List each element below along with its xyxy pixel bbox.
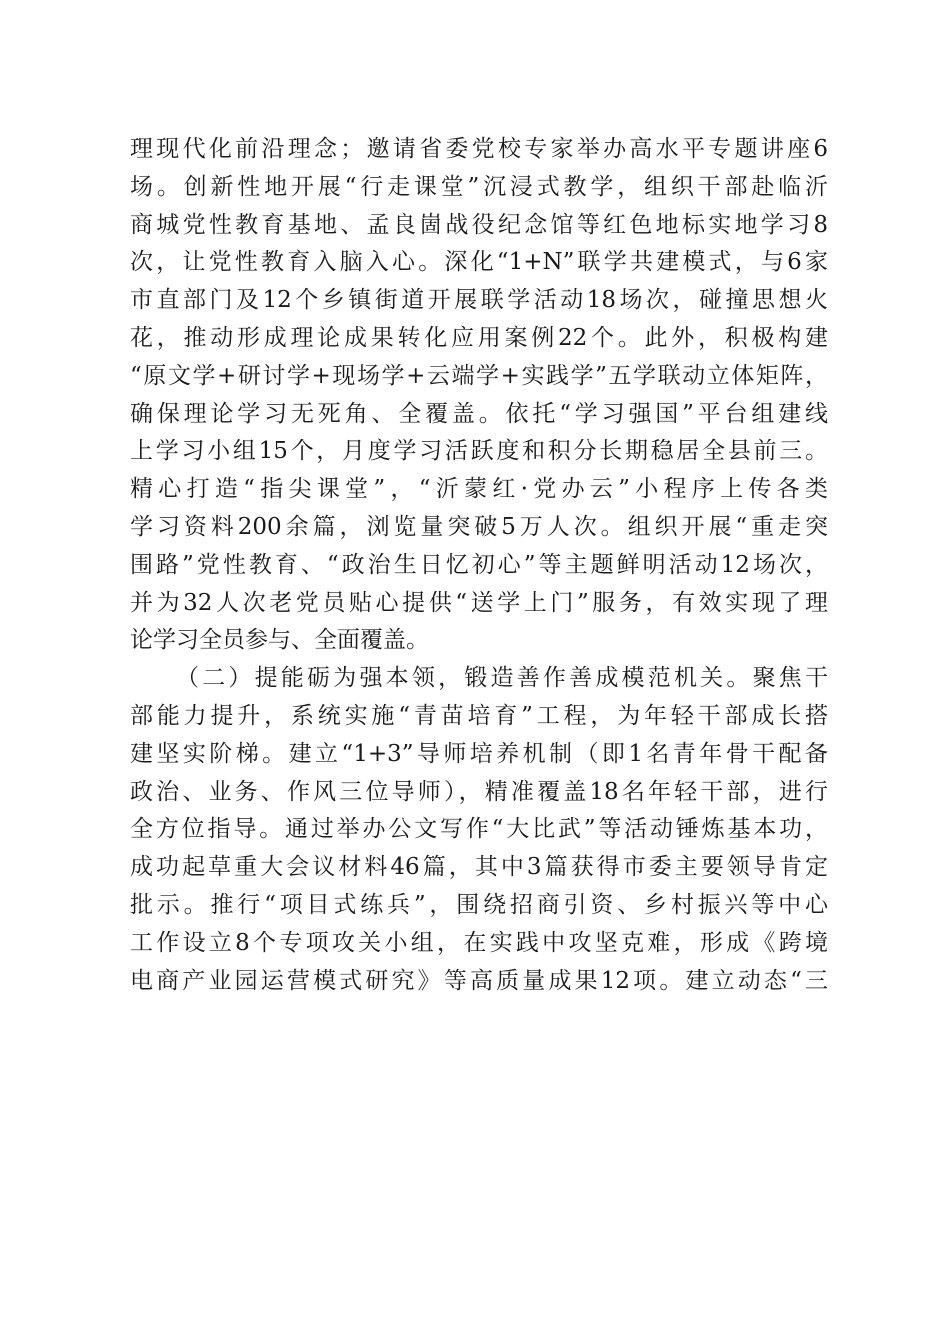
text-line: 学习资料200余篇，浏览量突破5万人次。组织开展“重走突 (130, 513, 828, 540)
text-line: 工作设立8个专项攻关小组，在实践中攻坚克难，形成《跨境 (130, 929, 828, 956)
section-heading-line: （二）提能砺为强本领，锻造善作善成模范机关。聚焦干 (176, 665, 828, 692)
text-line: 花，推动形成理论成果转化应用案例22个。此外，积极构建 (130, 324, 828, 351)
text-line: 精心打造“指尖课堂”，“沂蒙红·党办云”小程序上传各类 (130, 476, 828, 503)
text-line: 成功起草重大会议材料46篇，其中3篇获得市委主要领导肯定 (130, 854, 828, 881)
text-line: 政治、业务、作风三位导师），精准覆盖18名年轻干部，进行 (130, 778, 828, 805)
text-line: 确保理论学习无死角、全覆盖。依托“学习强国”平台组建线 (130, 400, 828, 427)
text-line: 批示。推行“项目式练兵”，围绕招商引资、乡村振兴等中心 (130, 891, 828, 918)
text-line: 市直部门及12个乡镇街道开展联学活动18场次，碰撞思想火 (130, 287, 828, 314)
text-line: 建坚实阶梯。建立“1+3”导师培养机制（即1名青年骨干配备 (130, 740, 828, 767)
text-line: 电商产业园运营模式研究》等高质量成果12项。建立动态“三 (130, 967, 828, 994)
text-line: 场。创新性地开展“行走课堂”沉浸式教学，组织干部赴临沂 (130, 173, 828, 200)
text-line: 商城党性教育基地、孟良崮战役纪念馆等红色地标实地学习8 (130, 211, 828, 238)
text-line: 上学习小组15个，月度学习活跃度和积分长期稳居全县前三。 (130, 438, 828, 465)
text-line: 并为32人次老党员贴心提供“送学上门”服务，有效实现了理 (130, 589, 828, 616)
text-line: 围路”党性教育、“政治生日忆初心”等主题鲜明活动12场次， (130, 551, 828, 578)
text-line: 部能力提升，系统实施“青苗培育”工程，为年轻干部成长搭 (130, 702, 828, 729)
paragraph-end-line: 论学习全员参与、全面覆盖。 (130, 627, 429, 654)
text-line: 次，让党性教育入脑入心。深化“1+N”联学共建模式，与6家 (130, 249, 828, 276)
text-line: “原文学+研讨学+现场学+云端学+实践学”五学联动立体矩阵， (130, 362, 828, 389)
text-line: 理现代化前沿理念；邀请省委党校专家举办高水平专题讲座6 (130, 136, 828, 162)
body-text (130, 131, 828, 1000)
text-line: 全方位指导。通过举办公文写作“大比武”等活动锤炼基本功， (130, 816, 828, 843)
